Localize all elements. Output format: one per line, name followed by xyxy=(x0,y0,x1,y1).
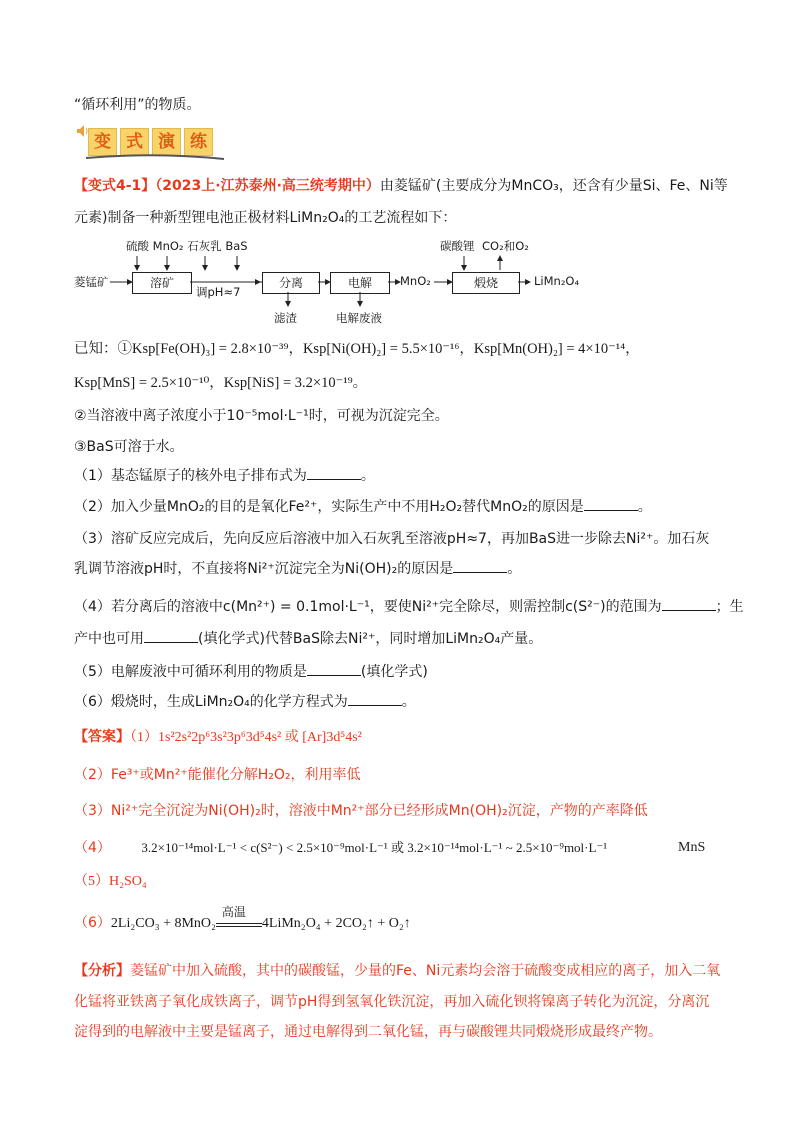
answer-4-mns: MnS xyxy=(678,840,706,855)
analysis-line-1 xyxy=(74,960,720,982)
part-4-line-1 xyxy=(74,596,744,618)
part-end-mark: 。 xyxy=(637,499,652,515)
answer-6-products: 4LiMn₂O₄ + 2CO₂↑ + O₂↑ xyxy=(261,916,411,931)
flow-box-calcine: 煅烧 xyxy=(452,272,520,294)
answer-blank xyxy=(307,661,361,676)
answer-3: （3）Ni²⁺完全沉淀为Ni(OH)₂时，溶液中Mn²⁺部分已经形成Mn(OH)₂沉淀，产物的产率降低 xyxy=(74,803,648,819)
question-stem: 由菱锰矿(主要成分为MnCO₃，还含有少量Si、Fe、Ni等 xyxy=(379,178,728,194)
known-precip-condition: ②当溶液中离子浓度小于10⁻⁵mol·L⁻¹时，可视为沉淀完全。 xyxy=(74,408,449,424)
answer-6-condition xyxy=(216,905,262,927)
analysis-line-2: 化锰将亚铁离子氧化成铁离子，调节pH得到氢氧化铁沉淀，再加入硫化钡将镍离子转化为沉淀，分离沉 xyxy=(74,994,710,1010)
part-5-text: （5）电解废液中可循环利用的物质是 xyxy=(74,664,307,680)
part-4-text-3: (填化学式)代替BaS除去Ni²⁺，同时增加LiMn₂O₄产量。 xyxy=(198,631,543,647)
part-3-line-1: （3）溶矿反应完成后，先向反应后溶液中加入石灰乳至溶液pH≈7，再加BaS进一步除去Ni²⁺。加石灰 xyxy=(74,531,710,547)
banner-char: 变 xyxy=(88,128,117,156)
answer-1-text: （1）1s²2s²2p⁶3s²3p⁶3d⁵4s² 或 [Ar]3d⁵4s² xyxy=(130,730,362,745)
analysis-text-1: 菱锰矿中加入硫酸，其中的碳酸锰，少量的Fe、Ni元素均会溶于硫酸变成相应的离子，加入二氧 xyxy=(130,963,721,979)
answer-5 xyxy=(74,870,147,893)
answer-blank xyxy=(307,465,361,480)
part-6-text: （6）煅烧时，生成LiMn₂O₄的化学方程式为 xyxy=(74,694,348,710)
part-2-text: （2）加入少量MnO₂的目的是氧化Fe²⁺，实际生产中不用H₂O₂替代MnO₂的原因是 xyxy=(74,499,584,515)
part-5-end: (填化学式) xyxy=(360,664,428,680)
flow-reagents: 硫酸 MnO₂ 石灰乳 BaS xyxy=(126,239,248,253)
answer-blank xyxy=(453,558,507,573)
part-1-text: （1）基态锰原子的核外电子排布式为 xyxy=(74,468,307,484)
flow-input: 菱锰矿 xyxy=(74,275,109,289)
answer-6-label: （6） xyxy=(74,915,111,931)
known-ksp-2: Ksp[MnS] = 2.5×10⁻¹⁰，Ksp[NiS] = 3.2×10⁻¹⁹。 xyxy=(74,375,368,391)
flow-final-product: LiMn₂O₄ xyxy=(534,274,580,288)
answer-blank xyxy=(144,628,198,643)
answer-4 xyxy=(74,837,714,859)
flow-lithium-carbonate: 碳酸锂 xyxy=(440,239,475,253)
answer-blank xyxy=(584,496,638,511)
flow-box-separate: 分离 xyxy=(262,272,320,294)
question-source: （2023上·江苏泰州·高三统考期中） xyxy=(155,178,380,194)
part-3-line-2 xyxy=(74,558,521,580)
banner-char: 式 xyxy=(120,128,149,156)
question-stem-line-2: 元素)制备一种新型锂电池正极材料LiMn₂O₄的工艺流程如下： xyxy=(74,210,457,226)
section-banner xyxy=(76,124,226,160)
answer-blank xyxy=(662,596,716,611)
part-4-end: ；生 xyxy=(715,599,744,615)
question-stem-line-1 xyxy=(74,175,728,197)
banner-char: 练 xyxy=(184,128,213,156)
banner-underline xyxy=(76,154,226,162)
flow-gas-out: CO₂和O₂ xyxy=(482,239,529,253)
answer-2: （2）Fe³⁺或Mn²⁺能催化分解H₂O₂，利用率低 xyxy=(74,767,361,783)
part-4-line-2 xyxy=(74,628,542,650)
flow-box-electrolysis: 电解 xyxy=(330,272,390,294)
answer-blank xyxy=(348,691,402,706)
part-4-text: （4）若分离后的溶液中c(Mn²⁺) = 0.1mol·L⁻¹，要使Ni²⁺完全除尽，则需控制c(S²⁻)的范围为 xyxy=(74,599,662,615)
answer-1 xyxy=(74,726,362,749)
part-1 xyxy=(74,465,375,487)
intro-tail: “循环利用”的物质。 xyxy=(74,97,201,113)
answer-6-cond-text: 高温 xyxy=(221,905,246,919)
analysis-line-3: 淀得到的电解液中主要是锰离子，通过电解得到二氧化锰，再与碳酸锂共同煅烧形成最终产物。 xyxy=(74,1024,662,1040)
flow-adjust-ph: 调pH≈7 xyxy=(196,285,241,299)
part-4-text-2: 产中也可用 xyxy=(74,631,144,647)
known-ksp-1: 已知：①Ksp[Fe(OH)₃] = 2.8×10⁻³⁹，Ksp[Ni(OH)₂] = 5.5×10⁻¹⁶，Ksp[Mn(OH)₂] = 4×10⁻¹⁴， xyxy=(74,341,640,357)
flow-box-dissolve: 溶矿 xyxy=(132,272,192,294)
flow-mno2: MnO₂ xyxy=(400,274,431,288)
equals-sign xyxy=(216,923,262,927)
part-5 xyxy=(74,661,428,683)
banner-char: 演 xyxy=(152,128,181,156)
flow-residue: 滤渣 xyxy=(274,311,297,325)
answer-6-reactants: 2Li₂CO₃ + 8MnO₂ xyxy=(110,916,216,931)
known-bas-soluble: ③BaS可溶于水。 xyxy=(74,439,184,455)
part-end-mark: 。 xyxy=(507,561,522,577)
flow-waste-liquid: 电解废液 xyxy=(336,311,382,325)
answer-4-range: 3.2×10⁻¹⁴mol·L⁻¹ < c(S²⁻) < 2.5×10⁻⁹mol·L⁻¹ 或 3.2×10⁻¹⁴mol·L⁻¹ ~ 2.5×10⁻⁹mol·L⁻¹ xyxy=(141,840,608,855)
analysis-tag: 【分析】 xyxy=(74,963,130,979)
part-end-mark: 。 xyxy=(360,468,375,484)
answer-5-text: （5）H₂SO₄ xyxy=(74,874,147,889)
question-tag: 【变式4-1】 xyxy=(74,178,156,194)
part-3-text: 乳调节溶液pH时，不直接将Ni²⁺沉淀完全为Ni(OH)₂的原因是 xyxy=(74,561,454,577)
answer-4-label: （4） xyxy=(74,840,111,856)
answer-6 xyxy=(74,905,411,935)
part-end-mark: 。 xyxy=(401,694,416,710)
answer-tag: 【答案】 xyxy=(74,729,130,745)
part-2 xyxy=(74,496,652,518)
part-6 xyxy=(74,691,416,713)
